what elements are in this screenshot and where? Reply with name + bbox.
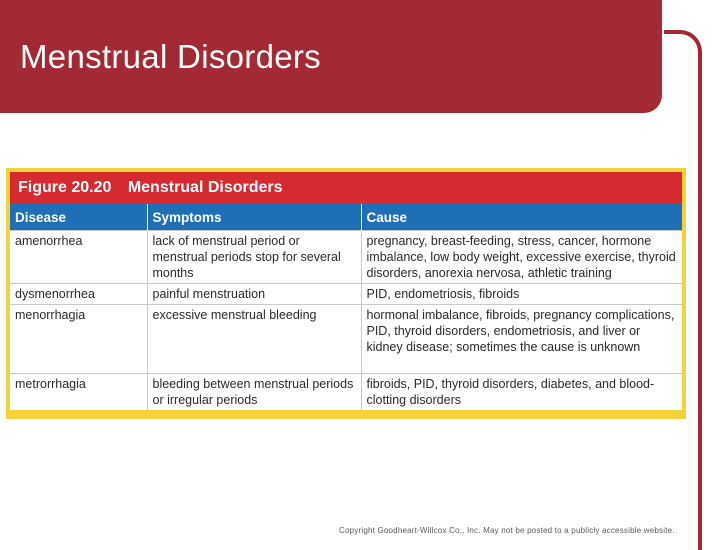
cell-symptoms: bleeding between menstrual periods or irregular periods — [147, 374, 361, 411]
figure-title: Menstrual Disorders — [127, 179, 283, 196]
title-bar — [0, 0, 662, 113]
disorders-table — [10, 204, 682, 410]
cell-symptoms: lack of menstrual period or menstrual periods stop for several months — [147, 231, 361, 284]
cell-symptoms: excessive menstrual bleeding — [147, 305, 361, 374]
cell-symptoms: painful menstruation — [147, 284, 361, 305]
table-row — [10, 305, 682, 374]
cell-disease: dysmenorrhea — [10, 284, 147, 305]
column-header-cause: Cause — [361, 204, 682, 231]
cell-cause: PID, endometriosis, fibroids — [361, 284, 682, 305]
cell-cause: fibroids, PID, thyroid disorders, diabetes, and blood-clotting disorders — [361, 374, 682, 411]
column-header-disease: Disease — [10, 204, 147, 231]
column-header-symptoms: Symptoms — [147, 204, 361, 231]
cell-disease: menorrhagia — [10, 305, 147, 374]
copyright-footer: Copyright Goodheart-Willcox Co., Inc. May not be posted to a publicly accessible website. — [339, 526, 675, 535]
table-header-row — [10, 204, 682, 231]
table-row — [10, 374, 682, 411]
cell-disease: metrorrhagia — [10, 374, 147, 411]
figure-number: Figure 20.20 — [18, 179, 112, 196]
cell-cause: pregnancy, breast-feeding, stress, cancer, hormone imbalance, low body weight, excessive exercise, thyroid disorders, anorexia nervosa, athletic training — [361, 231, 682, 284]
cell-disease: amenorrhea — [10, 231, 147, 284]
slide-title: Menstrual Disorders — [20, 38, 321, 75]
table-row — [10, 231, 682, 284]
figure-header — [10, 172, 682, 204]
table-row — [10, 284, 682, 305]
cell-cause: hormonal imbalance, fibroids, pregnancy complications, PID, thyroid disorders, endometriosis, and liver or kidney disease; sometimes the cause is unknown — [361, 305, 682, 374]
figure-box — [6, 168, 686, 419]
